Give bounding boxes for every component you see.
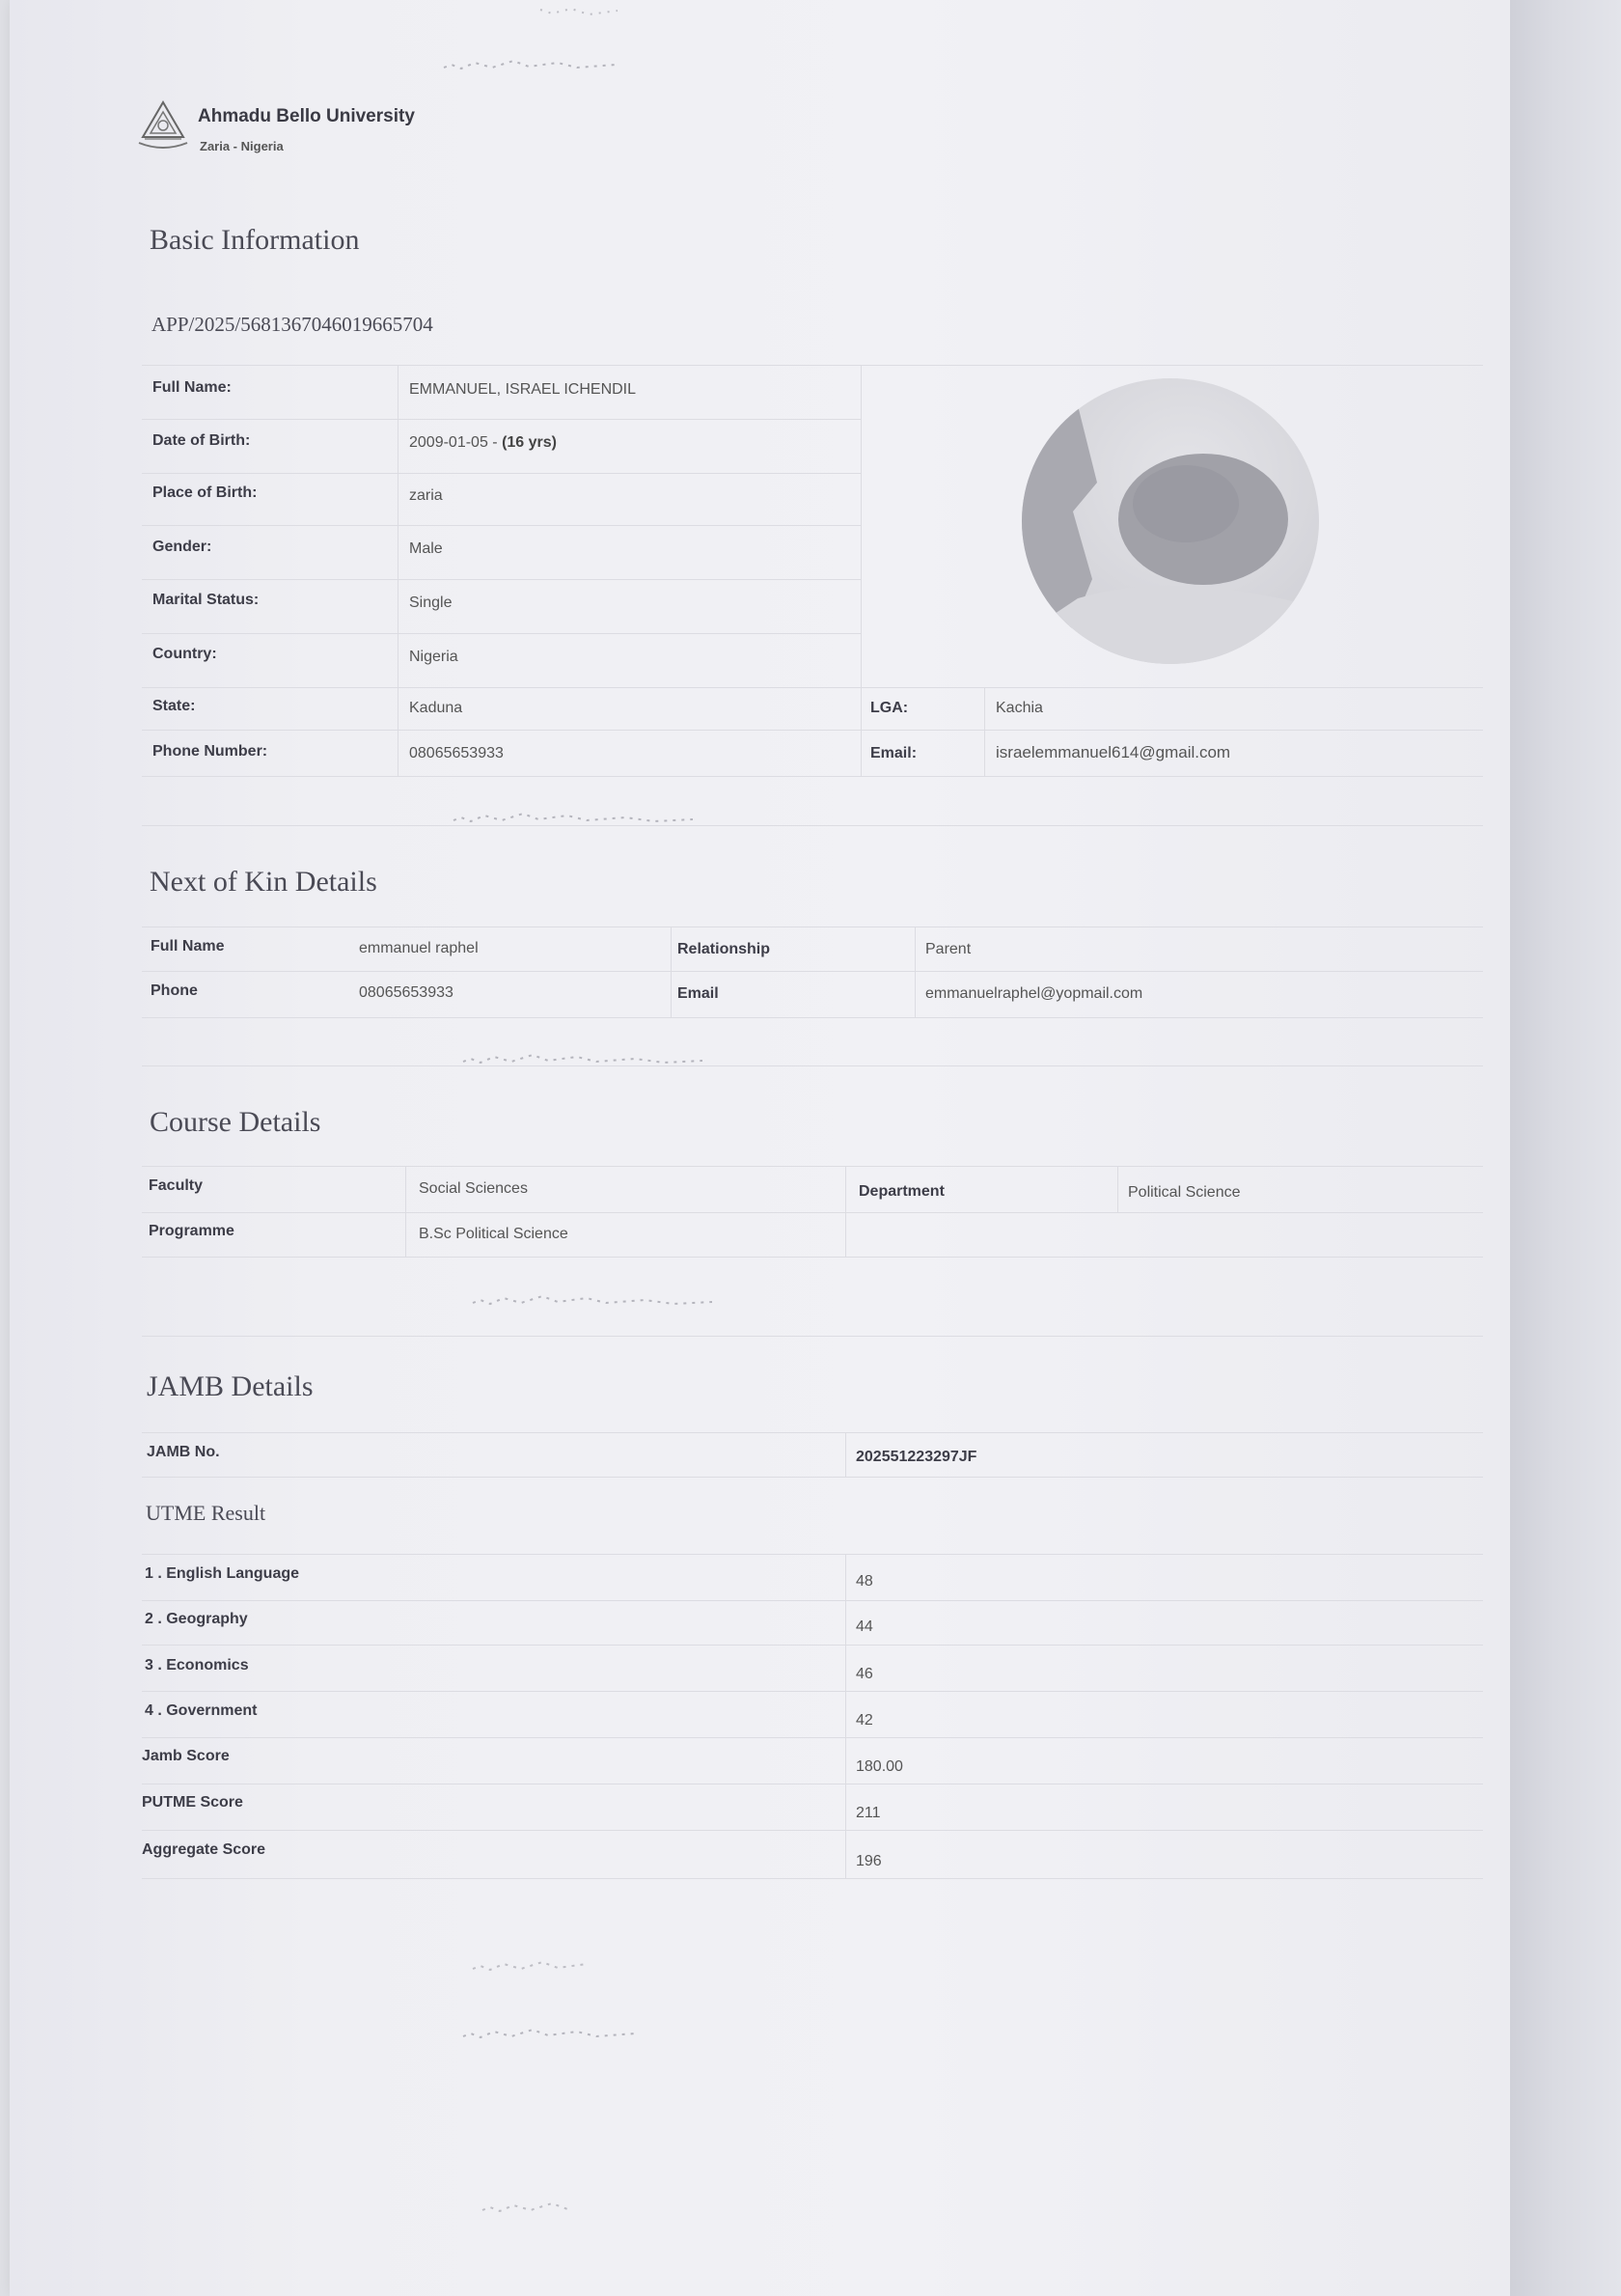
place-of-birth-label: Place of Birth: [152, 484, 258, 501]
marital-status-label: Marital Status: [152, 592, 260, 608]
university-location: Zaria - Nigeria [200, 139, 284, 153]
department-value: Political Science [1128, 1184, 1241, 1201]
gender-label: Gender: [152, 539, 212, 555]
subject-english-label: 1 . English Language [145, 1565, 300, 1582]
kin-full-name-value: emmanuel raphel [359, 940, 479, 956]
utme-result-title: UTME Result [146, 1501, 266, 1525]
date-of-birth-label: Date of Birth: [152, 432, 251, 449]
email-label: Email: [870, 745, 918, 761]
jamb-score-label: Jamb Score [142, 1748, 230, 1764]
jamb-no-label: JAMB No. [147, 1444, 220, 1460]
kin-phone-label: Phone [151, 982, 198, 999]
aggregate-score-value: 196 [856, 1853, 882, 1869]
department-label: Department [859, 1183, 945, 1200]
photocopy-smudge [444, 1033, 1023, 1091]
place-of-birth-value: zaria [409, 487, 443, 504]
passport-photo [1020, 376, 1321, 666]
programme-value: B.Sc Political Science [419, 1226, 568, 1242]
photocopy-smudge [453, 1950, 859, 2278]
kin-full-name-label: Full Name [151, 938, 225, 954]
subject-government-label: 4 . Government [145, 1702, 258, 1719]
full-name-label: Full Name: [152, 379, 232, 396]
jamb-no-value: 202551223297JF [856, 1449, 977, 1465]
next-of-kin-title: Next of Kin Details [150, 866, 377, 898]
phone-number-label: Phone Number: [152, 743, 268, 760]
lga-label: LGA: [870, 700, 909, 716]
lga-value: Kachia [996, 700, 1043, 716]
photocopy-smudge [453, 1274, 1032, 1332]
university-name: Ahmadu Bello University [198, 106, 415, 126]
kin-phone-value: 08065653933 [359, 984, 453, 1001]
phone-number-value: 08065653933 [409, 745, 504, 761]
subject-government-score: 42 [856, 1712, 873, 1729]
country-label: Country: [152, 646, 217, 662]
photocopy-smudge [434, 791, 1013, 849]
state-value: Kaduna [409, 700, 463, 716]
subject-economics-score: 46 [856, 1666, 873, 1682]
faculty-label: Faculty [149, 1177, 204, 1194]
kin-email-label: Email [677, 985, 719, 1002]
kin-email-value: emmanuelraphel@yopmail.com [925, 985, 1143, 1002]
subject-geography-label: 2 . Geography [145, 1611, 248, 1627]
putme-score-value: 211 [856, 1805, 881, 1821]
full-name-value: EMMANUEL, ISRAEL ICHENDIL [409, 381, 637, 398]
state-label: State: [152, 698, 196, 714]
marital-status-value: Single [409, 595, 453, 611]
subject-geography-score: 44 [856, 1618, 873, 1635]
country-value: Nigeria [409, 649, 458, 665]
basic-information-title: Basic Information [150, 224, 360, 256]
course-details-title: Course Details [150, 1106, 321, 1138]
subject-economics-label: 3 . Economics [145, 1657, 249, 1674]
putme-score-label: PUTME Score [142, 1794, 243, 1811]
programme-label: Programme [149, 1223, 234, 1239]
photocopy-smudge [425, 0, 1003, 97]
application-number: APP/2025/5681367046019665704 [151, 313, 433, 336]
email-value: israelemmanuel614@gmail.com [996, 743, 1231, 761]
university-crest-icon [135, 98, 191, 154]
kin-relationship-label: Relationship [677, 941, 771, 957]
aggregate-score-label: Aggregate Score [142, 1841, 266, 1858]
subject-english-score: 48 [856, 1573, 873, 1590]
gender-value: Male [409, 540, 443, 557]
faculty-value: Social Sciences [419, 1180, 528, 1197]
kin-relationship-value: Parent [925, 941, 972, 957]
jamb-details-title: JAMB Details [147, 1370, 314, 1402]
page-shadow [1510, 0, 1621, 2296]
date-of-birth-value: 2009-01-05 - (16 yrs) [409, 434, 557, 451]
jamb-score-value: 180.00 [856, 1758, 903, 1775]
